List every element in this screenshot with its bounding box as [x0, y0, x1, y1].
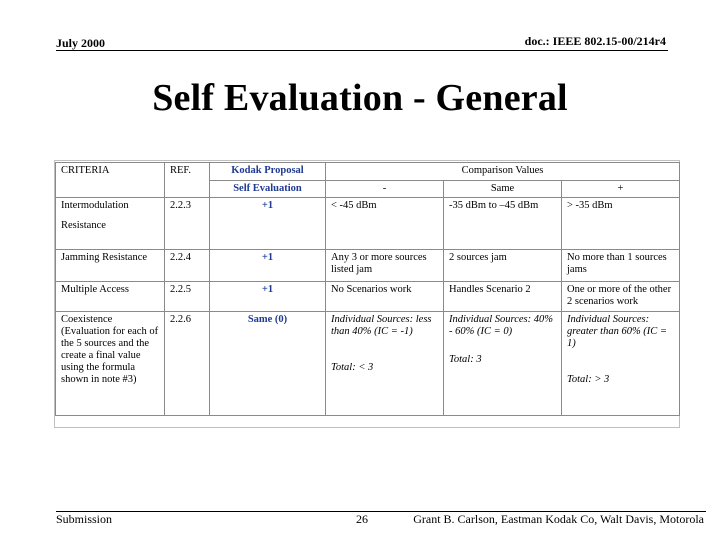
- criteria-note: (Evaluation for each of the 5 sources and the create a final value using the formula shown in note #3): [61, 326, 159, 385]
- table-header-row: [56, 163, 680, 181]
- header-minus: -: [326, 181, 444, 198]
- same-total: Total: 3: [449, 354, 482, 365]
- table-row: [56, 282, 680, 312]
- row-ref: 2.2.6: [165, 312, 210, 416]
- header-same: Same: [444, 181, 562, 198]
- plus-individual: Individual Sources: greater than 60% (IC = 1): [567, 314, 668, 349]
- footer-submission: Submission: [56, 512, 113, 526]
- table-row: [56, 312, 680, 416]
- header-comparison: Comparison Values: [326, 163, 680, 181]
- row-same: 2 sources jam: [444, 250, 562, 282]
- row-ref: 2.2.5: [165, 282, 210, 312]
- table-row: [56, 250, 680, 282]
- row-same: Handles Scenario 2: [444, 282, 562, 312]
- header-self-evaluation: Self Evaluation: [210, 181, 326, 198]
- row-same: -35 dBm to –45 dBm: [444, 198, 562, 250]
- row-minus: < -45 dBm: [326, 198, 444, 250]
- row-minus: Any 3 or more sources listed jam: [326, 250, 444, 282]
- row-plus: > -35 dBm: [562, 198, 680, 250]
- header-rule: [56, 50, 668, 51]
- criteria-label: Coexistence: [61, 314, 113, 325]
- same-individual: Individual Sources: 40% - 60% (IC = 0): [449, 314, 554, 337]
- row-criteria: Multiple Access: [56, 282, 165, 312]
- row-ref: 2.2.4: [165, 250, 210, 282]
- row-plus: No more than 1 sources jams: [562, 250, 680, 282]
- row-criteria: [56, 312, 165, 416]
- criteria-label: Intermodulation: [61, 200, 129, 211]
- row-self-eval: +1: [210, 250, 326, 282]
- row-same: [444, 312, 562, 416]
- row-minus: No Scenarios work: [326, 282, 444, 312]
- slide-title: Self Evaluation - General: [152, 77, 568, 119]
- row-plus: One or more of the other 2 scenarios work: [562, 282, 680, 312]
- row-minus: [326, 312, 444, 416]
- header-date: July 2000: [56, 36, 106, 50]
- row-criteria: Jamming Resistance: [56, 250, 165, 282]
- minus-individual: Individual Sources: less than 40% (IC = -1): [331, 314, 432, 337]
- footer-page-number: 26: [356, 512, 368, 526]
- header-plus: +: [562, 181, 680, 198]
- evaluation-table: [55, 162, 680, 416]
- header-criteria: CRITERIA: [56, 163, 165, 198]
- row-criteria: [56, 198, 165, 250]
- row-self-eval: +1: [210, 282, 326, 312]
- evaluation-table-frame: [54, 160, 680, 428]
- row-self-eval: +1: [210, 198, 326, 250]
- row-self-eval: Same (0): [210, 312, 326, 416]
- header-proposal: Kodak Proposal: [210, 163, 326, 181]
- table-row: [56, 198, 680, 250]
- row-plus: [562, 312, 680, 416]
- minus-total: Total: < 3: [331, 362, 374, 373]
- header-ref: REF.: [165, 163, 210, 198]
- footer-authors: Grant B. Carlson, Eastman Kodak Co, Walt Davis, Motorola: [413, 512, 704, 526]
- header-doc-id: doc.: IEEE 802.15-00/214r4: [524, 34, 666, 48]
- plus-total: Total: > 3: [567, 374, 610, 385]
- criteria-label-line2: Resistance: [61, 220, 106, 231]
- row-ref: 2.2.3: [165, 198, 210, 250]
